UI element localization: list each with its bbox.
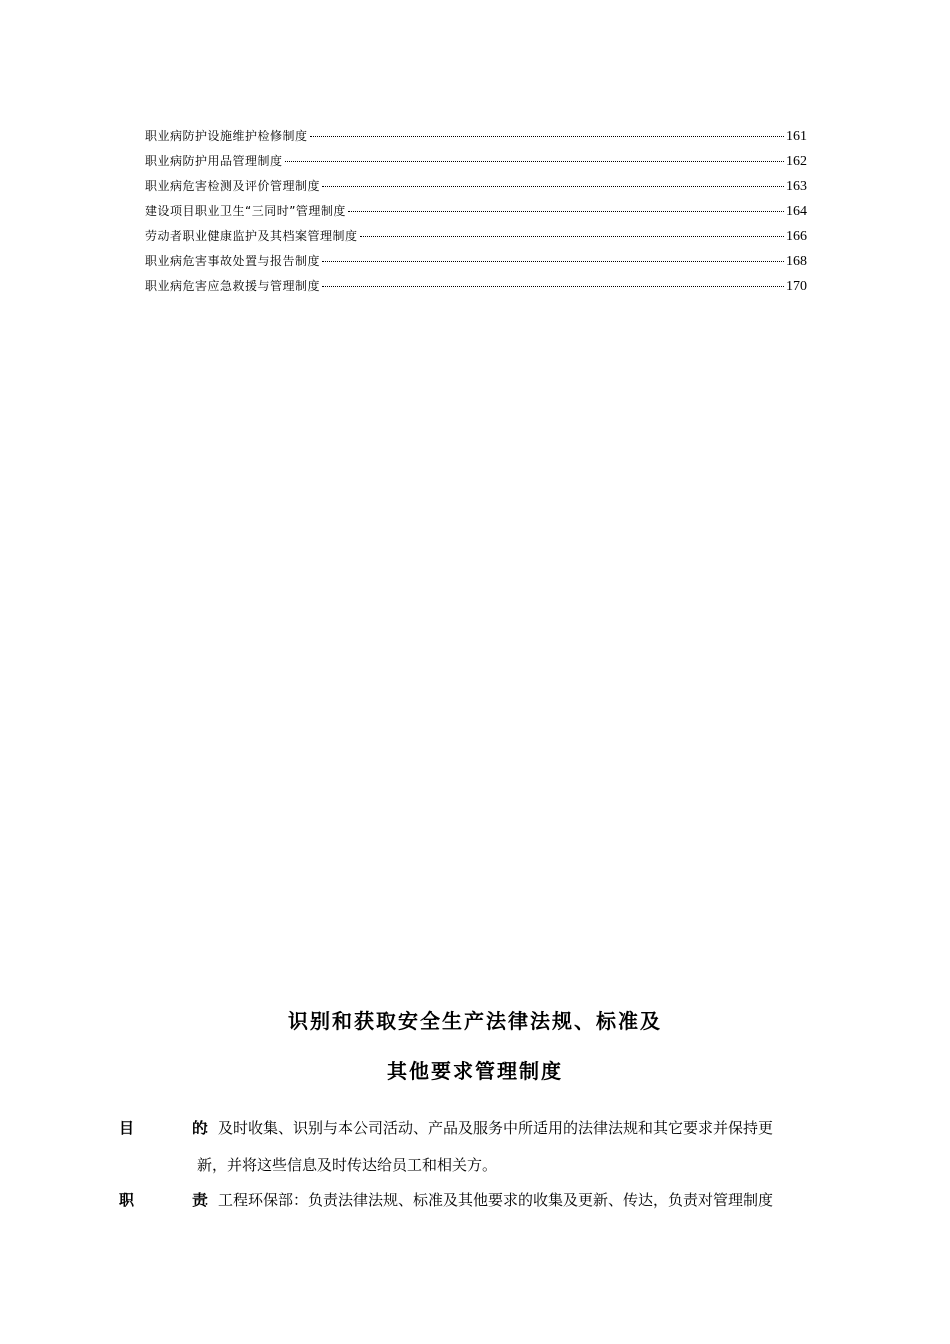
duty-text: ：工程环保部：负责法律法规、标准及其他要求的收集及更新、传达，负责对管理制度 <box>203 1191 774 1209</box>
toc-entry[interactable] <box>145 277 807 302</box>
toc-entry[interactable] <box>145 202 807 227</box>
toc-entry-title: 建设项目职业卫生“三同时”管理制度 <box>145 204 346 218</box>
toc-entry-page: 161 <box>786 129 807 144</box>
duty-label-char-2: 责 <box>191 1191 207 1209</box>
toc-entry-title: 劳动者职业健康监护及其档案管理制度 <box>145 229 358 243</box>
table-of-contents <box>145 127 807 302</box>
toc-entry[interactable] <box>145 227 807 252</box>
toc-entry-page: 170 <box>786 279 807 294</box>
toc-entry-page: 163 <box>786 179 807 194</box>
toc-entry[interactable] <box>145 252 807 277</box>
toc-entry-title: 职业病防护设施维护检修制度 <box>145 129 308 143</box>
document-title-line-1: 识别和获取安全生产法律法规、标准及 <box>288 1009 662 1033</box>
toc-dot-leader <box>285 161 784 162</box>
toc-dot-leader <box>348 211 784 212</box>
duty-label-char-1: 职 <box>119 1191 135 1209</box>
toc-entry[interactable] <box>145 127 807 152</box>
toc-entry-title: 职业病危害应急救援与管理制度 <box>145 279 321 293</box>
document-title-line-2: 其他要求管理制度 <box>387 1059 563 1083</box>
toc-dot-leader <box>322 186 784 187</box>
purpose-text: ：及时收集、识别与本公司活动、产品及服务中所适用的法律法规和其它要求并保持更 <box>203 1119 774 1137</box>
toc-dot-leader <box>360 236 784 237</box>
toc-entry[interactable] <box>145 152 807 177</box>
purpose-label-char-2: 的 <box>191 1119 207 1137</box>
toc-entry-page: 162 <box>786 154 807 169</box>
toc-entry-title: 职业病危害检测及评价管理制度 <box>145 179 321 193</box>
toc-dot-leader <box>322 286 784 287</box>
purpose-label-char-1: 目 <box>119 1119 135 1137</box>
toc-entry-title: 职业病危害事故处置与报告制度 <box>145 254 321 268</box>
purpose-label <box>119 1118 207 1138</box>
duty-label <box>119 1190 207 1210</box>
toc-entry-title: 职业病防护用品管理制度 <box>145 154 283 168</box>
toc-entry-page: 168 <box>786 254 807 269</box>
purpose-continuation-text: 新，并将这些信息及时传达给员工和相关方。 <box>197 1156 498 1174</box>
toc-dot-leader <box>310 136 784 137</box>
toc-entry-page: 166 <box>786 229 807 244</box>
toc-entry-page: 164 <box>786 204 807 219</box>
toc-dot-leader <box>322 261 784 262</box>
toc-entry[interactable] <box>145 177 807 202</box>
